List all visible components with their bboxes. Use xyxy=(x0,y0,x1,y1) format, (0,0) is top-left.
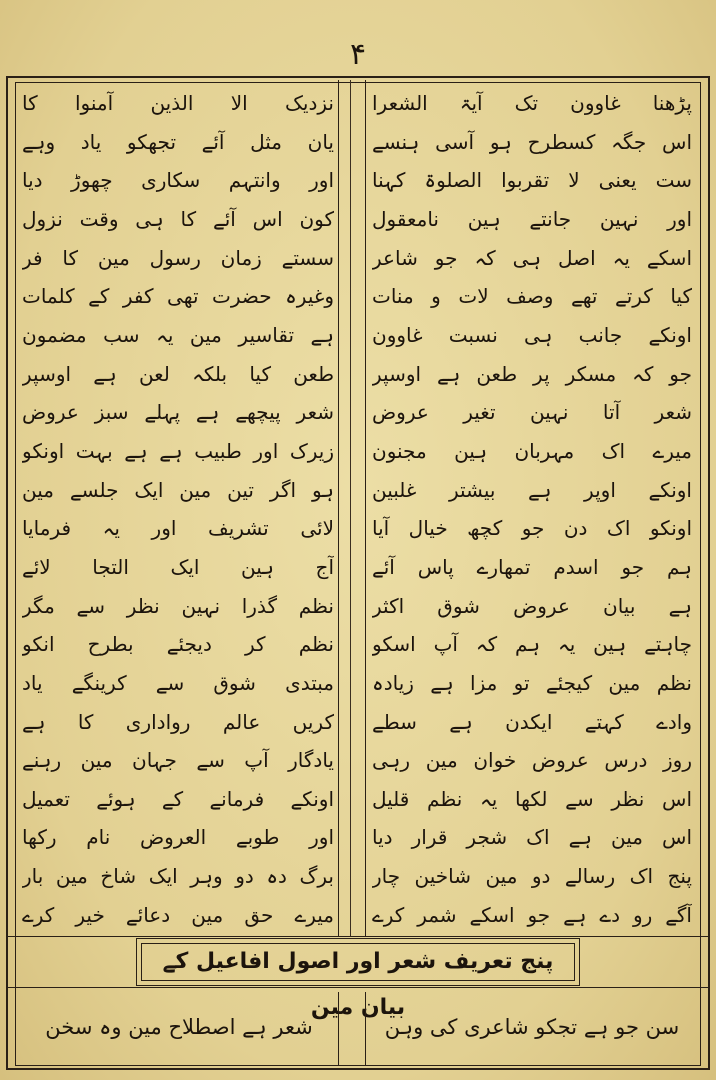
verse-line: برگ دہ دو وہر ایک شاخ مین بار xyxy=(22,864,334,889)
verse-line: کون اس آئے کا ہی وقت نزول xyxy=(22,206,334,231)
verse-line: یادگار آپ سے جہان مین رہنے xyxy=(22,748,334,773)
left-column xyxy=(22,84,334,934)
verse-line: نظم گذرا نہین نظر سے مگر xyxy=(22,593,334,618)
column-divider xyxy=(338,80,366,936)
verse-line: اونکے اوپر ہے بیشتر غلبین xyxy=(372,477,692,502)
page-number: ۴ xyxy=(349,37,367,72)
verse-line: اونکے جانب ہی نسبت غاوون xyxy=(372,322,692,347)
verse-line: اور طوبے العروض نام رکھا xyxy=(22,825,334,850)
verse-line: لائی تشریف اور یہ فرمایا xyxy=(22,516,334,541)
verse-line: ہو اگر تین مین ایک جلسے مین xyxy=(22,477,334,502)
verse-line: اس نظر سے لکھا یہ نظم قلیل xyxy=(372,786,692,811)
right-column xyxy=(372,84,692,934)
verse-line: اونکے فرمانے کے ہوئے تعمیل xyxy=(22,786,334,811)
verse-line: کریں عالم رواداری کا ہے xyxy=(22,709,334,734)
verse-line: آگے رو دے ہے جو اسکے شمر کرے xyxy=(372,902,692,927)
verse-line: اونکو اک دن جو کچھ خیال آیا xyxy=(372,516,692,541)
verse-line: شعر آتا نہین تغیر عروض xyxy=(372,400,692,425)
verse-line: پنج اک رسالے دو مین شاخین چار xyxy=(372,864,692,889)
verse-line: اور نہین جانتے ہین نامعقول xyxy=(372,206,692,231)
verse-line: سستے زمان رسول مین کا فر xyxy=(22,245,334,270)
verse-line: ہے بیان عروض شوق اکثر xyxy=(372,593,692,618)
verse-line: جو کہ مسکر پر طعن ہے اوسپر xyxy=(372,361,692,386)
bottom-column-divider xyxy=(338,992,366,1066)
section-heading: پنج تعریف شعر اور اصول افاعیل کے بیان مین xyxy=(136,938,580,986)
verse-line: آج ہین ایک التجا لائے xyxy=(22,554,334,579)
verse-line: میرے حق مین دعائے خیر کرے xyxy=(22,902,334,927)
verse-line: چاہتے ہین یہ ہم کہ آپ اسکو xyxy=(372,632,692,657)
verse-line: نظم کر دیجئے بطرح انکو xyxy=(22,632,334,657)
verse-line: وغیرہ حضرت تھی کفر کے کلمات xyxy=(22,284,334,309)
verse-line: روز درس عروض خوان مین رہی xyxy=(372,748,692,773)
verse-line: میرے اک مہربان ہین مجنون xyxy=(372,438,692,463)
verse-line: ست یعنی لا تقربوا الصلوۃ کہنا xyxy=(372,168,692,193)
verse-line: زیرک اور طبیب ہے ہے بہت اونکو xyxy=(22,438,334,463)
verse-line: مبتدی شوق سے کرینگے یاد xyxy=(22,670,334,695)
verse-line: اور وانتہم سکاری چھوڑ دیا xyxy=(22,168,334,193)
verse-line: ہے تقاسیر مین یہ سب مضمون xyxy=(22,322,334,347)
verse-line: وادے کہتے ایکدن ہے سطے xyxy=(372,709,692,734)
verse-line: یان مثل آئے تجھکو یاد وہے xyxy=(22,129,334,154)
verse-line: طعن کیا بلکہ لعن ہے اوسپر xyxy=(22,361,334,386)
verse-line: اس مین ہے اک شجر قرار دیا xyxy=(372,825,692,850)
verse-line: کیا کرتے تھے وصف لات و منات xyxy=(372,284,692,309)
verse-line: اسکے یہ اصل ہی کہ جو شاعر xyxy=(372,245,692,270)
verse-line: نظم مین کیجئے تو مزا ہے زیادہ xyxy=(372,670,692,695)
verse-line: نزدیک الا الذین آمنوا کا xyxy=(22,91,334,115)
verse-line: ہم جو اسدم تمھارے پاس آئے xyxy=(372,554,692,579)
couplet-second-hemistich: شعر ہے اصطلاح مین وہ سخن xyxy=(45,1015,313,1039)
verse-line: پڑھنا غاوون تک آیۃ الشعرا xyxy=(372,91,692,115)
verse-line: اس جگہ کسطرح ہو آسی ہنسے xyxy=(372,129,692,154)
verse-line: شعر پیچھے ہے پہلے سبز عروض xyxy=(22,400,334,425)
couplet-first-hemistich: سن جو ہے تجکو شاعری کی وہن xyxy=(384,1015,680,1039)
